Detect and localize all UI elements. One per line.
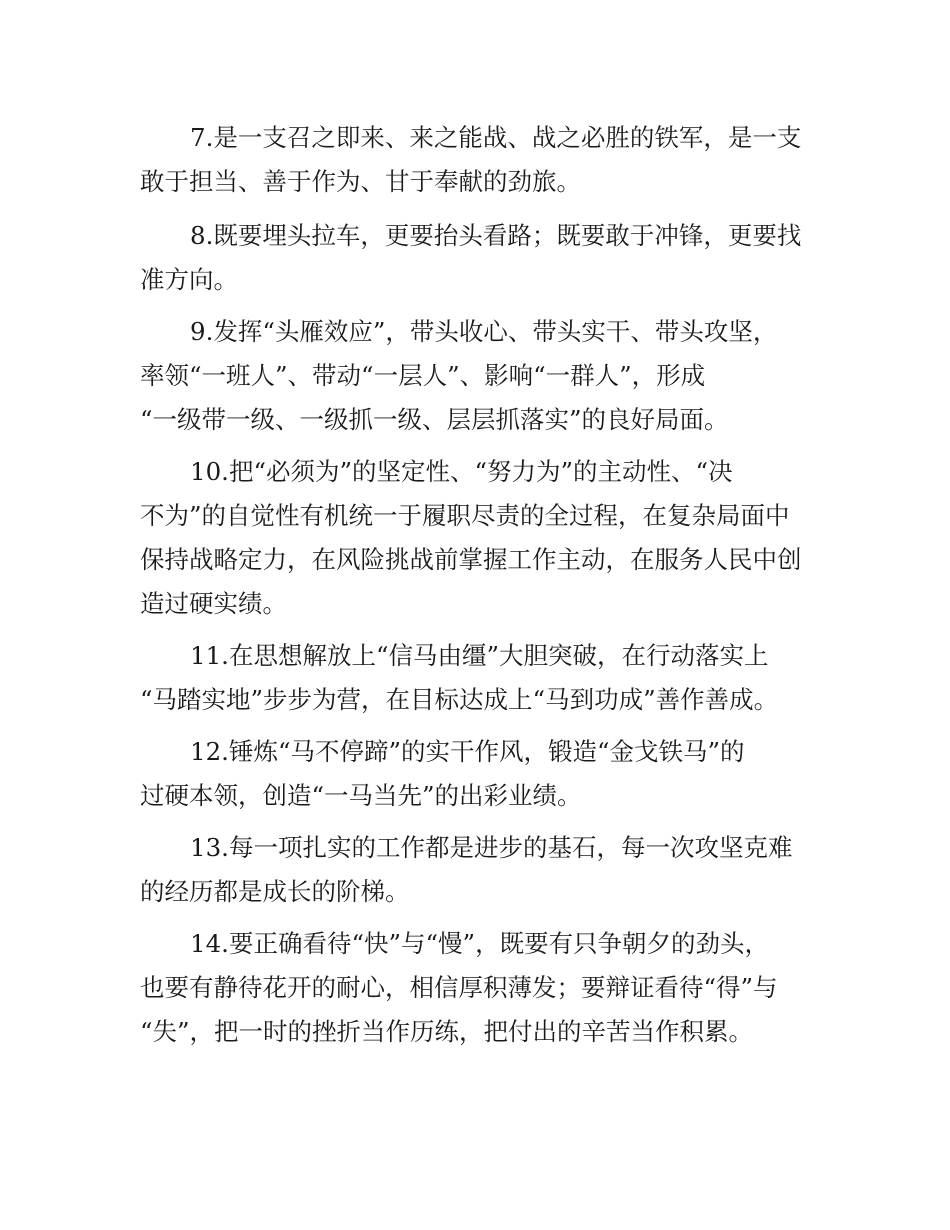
paragraph-line: 11.在思想解放上“信马由缰”大胆突破，在行动落实上 bbox=[190, 641, 769, 670]
paragraph-line: 率领“一班人”、带动“一层人”、影响“一群人”，形成 bbox=[140, 361, 706, 390]
paragraph-line: 也要有静待花开的耐心，相信厚积薄发；要辩证看待“得”与 bbox=[140, 973, 778, 1002]
paragraph-line: 10.把“必须为”的坚定性、“努力为”的主动性、“决 bbox=[190, 457, 733, 486]
paragraph-line: 14.要正确看待“快”与“慢”，既要有只争朝夕的劲头， bbox=[190, 929, 770, 958]
paragraph-line: 13.每一项扎实的工作都是进步的基石，每一次攻坚克难 bbox=[190, 833, 793, 862]
paragraph-line: 12.锤炼“马不停蹄”的实干作风，锻造“金戈铁马”的 bbox=[190, 737, 745, 766]
paragraph-line: 敢于担当、善于作为、甘于奉献的劲旅。 bbox=[140, 167, 581, 196]
paragraph-line: 造过硬实绩。 bbox=[140, 589, 287, 618]
paragraph-line: 保持战略定力，在风险挑战前掌握工作主动，在服务人民中创 bbox=[140, 545, 802, 574]
paragraph-line: 7.是一支召之即来、来之能战、战之必胜的铁军，是一支 bbox=[190, 123, 802, 152]
paragraph-line: 过硬本领，创造“一马当先”的出彩业绩。 bbox=[140, 781, 582, 810]
paragraph-line: 不为”的自觉性有机统一于履职尽责的全过程，在复杂局面中 bbox=[140, 501, 790, 530]
paragraph-line: “失”，把一时的挫折当作历练，把付出的辛苦当作积累。 bbox=[140, 1017, 754, 1046]
paragraph-line: 9.发挥“头雁效应”，带头收心、带头实干、带头攻坚， bbox=[190, 317, 778, 346]
paragraph-line: “一级带一级、一级抓一级、层层抓落实”的良好局面。 bbox=[140, 405, 729, 434]
paragraph-line: “马踏实地”步步为营，在目标达成上“马到功成”善作善成。 bbox=[140, 685, 779, 714]
paragraph-line: 的经历都是成长的阶梯。 bbox=[140, 877, 410, 906]
paragraph-line: 准方向。 bbox=[140, 265, 238, 294]
paragraph-line: 8.既要埋头拉车，更要抬头看路；既要敢于冲锋，更要找 bbox=[190, 221, 802, 250]
